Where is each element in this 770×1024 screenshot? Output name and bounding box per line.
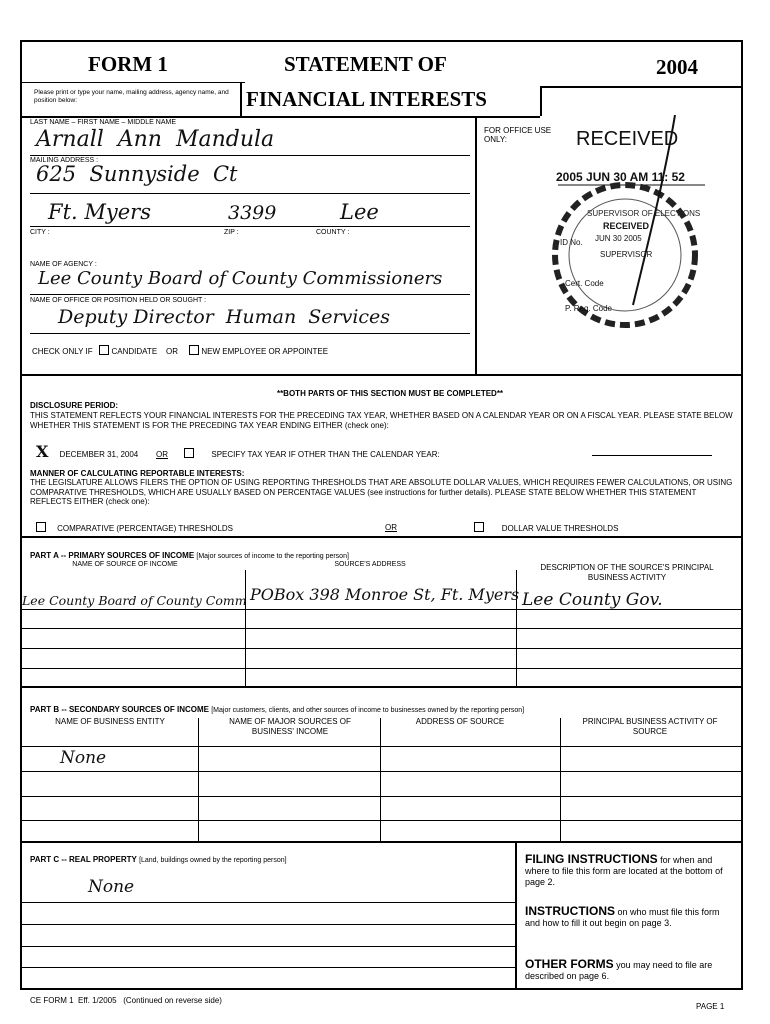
agency-value[interactable]: Lee County Board of County Commissioners [38,268,443,289]
period-text: THIS STATEMENT REFLECTS YOUR FINANCIAL INTERESTS FOR THE PRECEDING TAX YEAR, WHETHER BASED ON A CALENDAR YEAR OR ON A FISCAL YEAR. PLEASE STATE BELOW WHETHER THIS STATEMENT IS FOR THE PRECEDING TAX YEAR ENDING EITHER (check one): [30,411,733,430]
stamp-preq-code: P. Req. Code [565,304,612,313]
period-heading: DISCLOSURE PERIOD: [30,401,119,410]
stamp-received2: RECEIVED [603,221,650,231]
both-parts-note: **BOTH PARTS OF THIS SECTION MUST BE COMPLETED** [276,389,504,398]
footer-left: CE FORM 1 Eff. 1/2005 (Continued on reverse side) [30,996,222,1005]
mailing-value[interactable]: 625 Sunnyside Ct [36,162,238,186]
manner-heading: MANNER OF CALCULATING REPORTABLE INTERESTS: [30,469,245,478]
part-b-col2: NAME OF MAJOR SOURCES OF BUSINESS' INCOME [229,717,351,736]
mailing-label: MAILING ADDRESS : [30,157,99,164]
other-forms-instructions: OTHER FORMS you may need to file are described on page 6. [525,957,713,981]
dec31-check[interactable]: X [36,442,49,461]
form-year: 2004 [656,55,698,79]
county-value[interactable]: Lee [340,200,379,224]
agency-label: NAME OF AGENCY : [30,261,97,268]
part-a-heading: PART A -- PRIMARY SOURCES OF INCOME [Major sources of income to the reporting person] [30,551,349,560]
office-value[interactable]: Deputy Director Human Services [58,306,391,328]
office-label: NAME OF OFFICE OR POSITION HELD OR SOUGHT : [30,297,207,304]
check-only-if: CHECK ONLY IF CANDIDATE OR NEW EMPLOYEE OR APPOINTEE [32,347,329,356]
filing-instructions: FILING INSTRUCTIONS for when and where to file this form are located at the bottom of page 2. [525,852,723,887]
stamp-received: RECEIVED [576,128,679,150]
title-line2: FINANCIAL INTERESTS [246,87,487,111]
stamp-date2: JUN 30 2005 [595,234,642,243]
part-a-col1: NAME OF SOURCE OF INCOME [72,561,178,568]
dollar-option: DOLLAR VALUE THRESHOLDS [474,522,618,533]
part-a-col2: SOURCE'S ADDRESS [334,561,406,568]
zip-value[interactable]: 3399 [228,202,277,224]
stamp-line3: SUPERVISOR [600,250,653,259]
page-number: PAGE 1 [696,1002,725,1011]
candidate-checkbox[interactable] [99,345,109,355]
part-b-col3: ADDRESS OF SOURCE [415,717,505,726]
part-c-row1[interactable]: None [88,877,135,897]
name-value[interactable]: Arnall Ann Mandula [36,127,275,152]
county-label: COUNTY : [316,229,350,236]
stamp-id-no: ID No. [560,238,583,247]
threshold-options: COMPARATIVE (PERCENTAGE) THRESHOLDS [36,522,233,533]
comparative-checkbox[interactable] [36,522,46,532]
threshold-or: OR [385,523,397,532]
part-a-row1-description[interactable]: Lee County Gov. [522,590,663,610]
part-c-heading: PART C -- REAL PROPERTY [Land, buildings owned by the reporting person] [30,855,287,864]
part-b-row1[interactable]: None [60,748,107,768]
specify-year-checkbox[interactable] [184,448,194,458]
stamp-cert-code: Cert. Code [565,279,604,288]
part-b-heading: PART B -- SECONDARY SOURCES OF INCOME [Major customers, clients, and other sources of income to businesses owned by the reporting person] [30,705,525,714]
manner-text: THE LEGISLATURE ALLOWS FILERS THE OPTION OF USING REPORTING THRESHOLDS THAT ARE ABSOLUTE DOLLAR VALUES, WHICH REQUIRES FEWER CALCULATIONS, OR USING COMPARATIVE THRESHOLDS, WHICH ARE USUALLY BASED ON PERCENTAGE VALUES (see instructions for further details). PLEASE STATE BELOW WHETHER THIS STATEMENT REFLECTS EITHER (check one): [30,478,733,506]
city-label: CITY : [30,229,50,236]
part-b-col4: PRINCIPAL BUSINESS ACTIVITY OF SOURCE [582,717,718,736]
period-options: X DECEMBER 31, 2004 OR SPECIFY TAX YEAR IF OTHER THAN THE CALENDAR YEAR: [36,442,440,461]
office-use-label: FOR OFFICE USE ONLY: [484,126,552,144]
received-stamp [475,115,745,365]
title-line1: STATEMENT OF [284,52,447,76]
name-label: LAST NAME – FIRST NAME – MIDDLE NAME [30,119,176,126]
stamp-line2: SUPERVISOR OF ELECTIONS [587,209,701,218]
stamp-time: 2005 JUN 30 AM 11: 52 [556,170,685,184]
part-a-row1-name[interactable]: Lee County Board of County Comm [22,593,247,608]
zip-label: ZIP : [224,229,239,236]
part-a-col3: DESCRIPTION OF THE SOURCE'S PRINCIPAL BUSINESS ACTIVITY [540,563,714,582]
city-value[interactable]: Ft. Myers [48,200,151,224]
form-number: FORM 1 [88,52,168,76]
who-must-file-instructions: INSTRUCTIONS on who must file this form and how to fill it out begin on page 3. [525,904,720,928]
new-employee-checkbox[interactable] [189,345,199,355]
part-b-col1: NAME OF BUSINESS ENTITY [55,717,165,726]
part-a-row1-address[interactable]: POBox 398 Monroe St, Ft. Myers [250,585,520,604]
dollar-checkbox[interactable] [474,522,484,532]
print-instructions: Please print or type your name, mailing address, agency name, and position below: [34,89,229,104]
